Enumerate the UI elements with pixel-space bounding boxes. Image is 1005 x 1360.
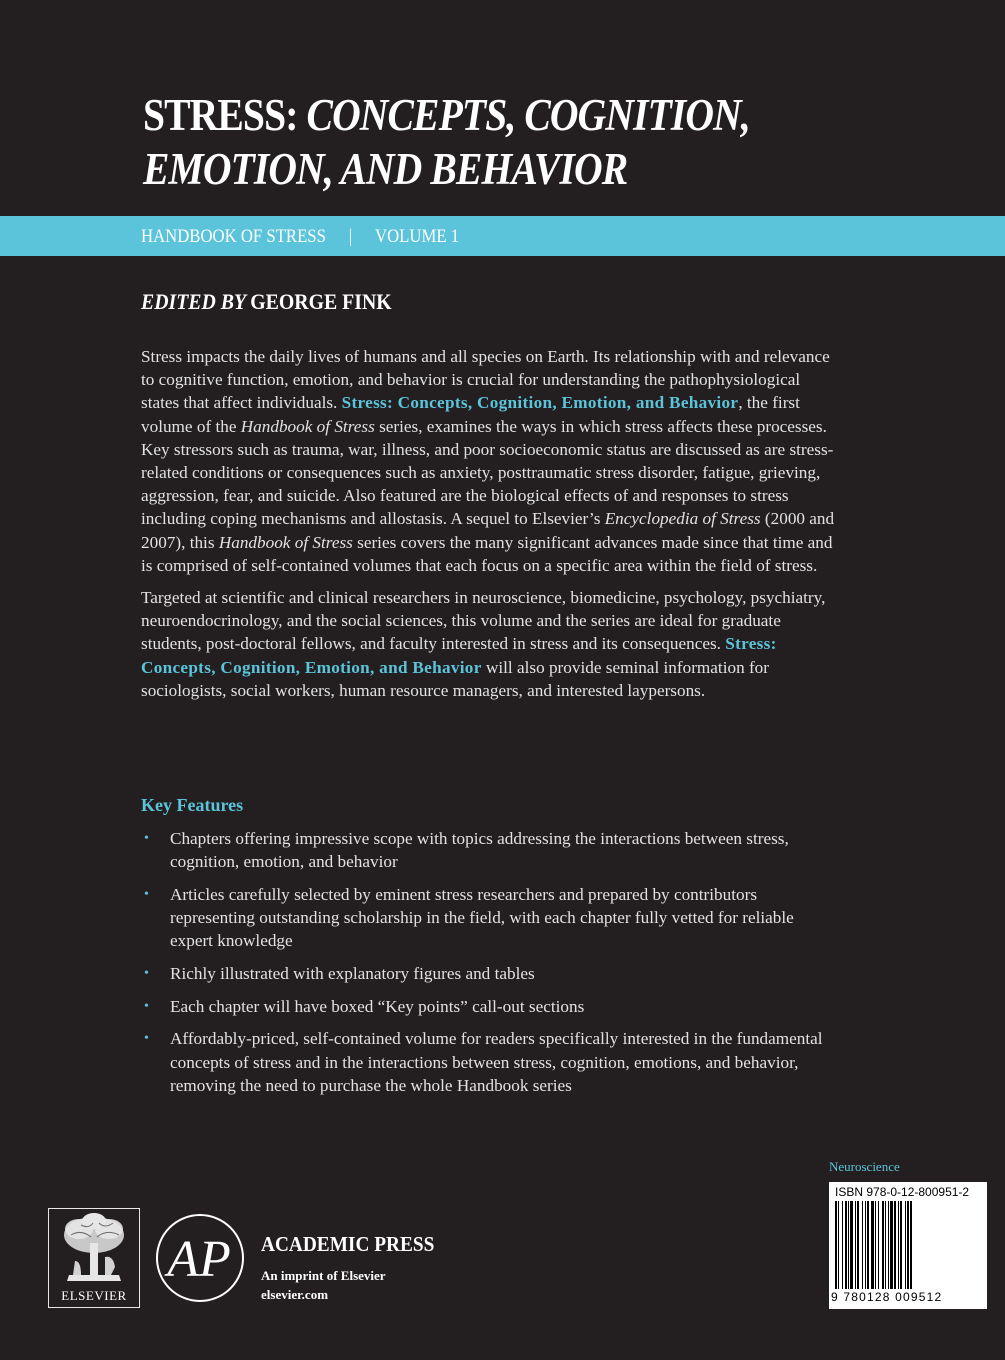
title-prefix: STRESS: [143,90,307,140]
key-feature-item [141,1027,841,1097]
publisher-name: ACADEMIC PRESS [261,1232,435,1256]
p1-text-1: Stress impacts the daily lives of humans and all species on Earth. Its relationship with and relevance to cognitive function, emotion, and behavior is crucial for understanding the pathophysiological states that affect individuals. [141,347,830,413]
elsevier-logo [48,1208,140,1308]
title-line1: CONCEPTS, COGNITION, [306,90,750,140]
elsevier-tree-icon [49,1209,139,1287]
volume-label: VOLUME 1 [375,226,460,247]
p1-italic-2: Encyclopedia of Stress [604,509,761,529]
isbn-barcode [829,1182,987,1309]
book-title [143,88,812,196]
key-features-heading: Key Features [141,795,244,815]
bullet-icon: • [144,998,149,1014]
editor-line [141,289,392,315]
p2-title-highlight: Stress: Concepts, Cognition, Emotion, and Behavior [141,634,777,677]
description-paragraph-2 [141,586,841,702]
publisher-imprint: An imprint of Elsevier [261,1268,386,1283]
series-separator: | [348,226,353,247]
description [141,345,841,711]
key-feature-text: Affordably-priced, self-contained volume for readers specifically interested in the fundamental concepts of stress and in the interactions between stress, cognition, emotions, and behavior, removing the need to purchase the whole Handbook series [170,1029,823,1095]
bullet-icon: • [144,966,149,982]
subject-category: Neuroscience [829,1159,900,1174]
editor-prefix: EDITED BY [141,289,251,314]
key-feature-text: Chapters offering impressive scope with topics addressing the interactions between stress, cognition, emotion, and behavior [170,829,789,872]
series-band-text [141,226,459,248]
key-feature-text: Each chapter will have boxed “Key points” call-out sections [170,996,585,1016]
series-name: HANDBOOK OF STRESS [141,226,326,247]
bullet-icon: • [144,831,149,846]
p1-text-2: , the first volume of the [141,393,800,436]
p1-italic-3: Handbook of Stress [218,532,353,552]
publisher-website[interactable]: elsevier.com [261,1287,329,1302]
key-feature-item [141,883,841,953]
description-paragraph-1 [141,345,841,577]
key-feature-item [141,827,841,873]
p1-text-5: series covers the many significant advances made since that time and is comprised of self-contained volumes that each focus on a specific area within the field of stress. [141,532,833,575]
key-feature-item [141,962,841,985]
p1-text-3: series, examines the ways in which stress affects these processes. Key stressors such as trauma, war, illness, and poor socioeconomic status are discussed as are stress-related conditions or consequences such as anxiety, posttraumatic stress disorder, fatigue, grieving, aggression, fear, and suicide. Also featured are the biological effects of and responses to stress including coping mechanisms and allostasis. A sequel to Elsevier’s [141,416,834,529]
bullet-icon: • [144,1031,149,1047]
ap-logo-letters: AP [167,1231,231,1288]
p2-text-2: will also provide seminal information for sociologists, social workers, human resource managers, and interested laypersons. [141,657,769,700]
barcode-number: 9 780128 009512 [831,1290,943,1304]
editor-name: GEORGE FINK [250,289,392,314]
barcode-bars-icon [835,1201,981,1289]
isbn-text: ISBN 978-0-12-800951-2 [835,1185,970,1199]
academic-press-logo-icon [154,1212,246,1304]
p1-italic-1: Handbook of Stress [240,416,375,436]
elsevier-label: ELSEVIER [61,1288,127,1303]
key-features-list [141,827,841,1107]
key-feature-text: Richly illustrated with explanatory figures and tables [170,964,535,984]
p1-title-highlight: Stress: Concepts, Cognition, Emotion, and Behavior [341,393,739,413]
key-feature-text: Articles carefully selected by eminent stress researchers and prepared by contributors representing outstanding scholarship in the field, with each chapter fully vetted for reliable expert knowledge [170,884,794,951]
bullet-icon: • [144,886,149,902]
title-line2: EMOTION, AND BEHAVIOR [143,144,628,194]
series-band [0,216,1005,256]
key-feature-item [141,995,841,1018]
p2-text-1: Targeted at scientific and clinical researchers in neuroscience, biomedicine, psychology, psychiatry, neuroendocrinology, and the social sciences, this volume and the series are ideal for graduate students, post-doctoral fellows, and faculty interested in stress and its consequences. [141,588,826,654]
p1-text-4: (2000 and 2007), this [141,509,835,552]
